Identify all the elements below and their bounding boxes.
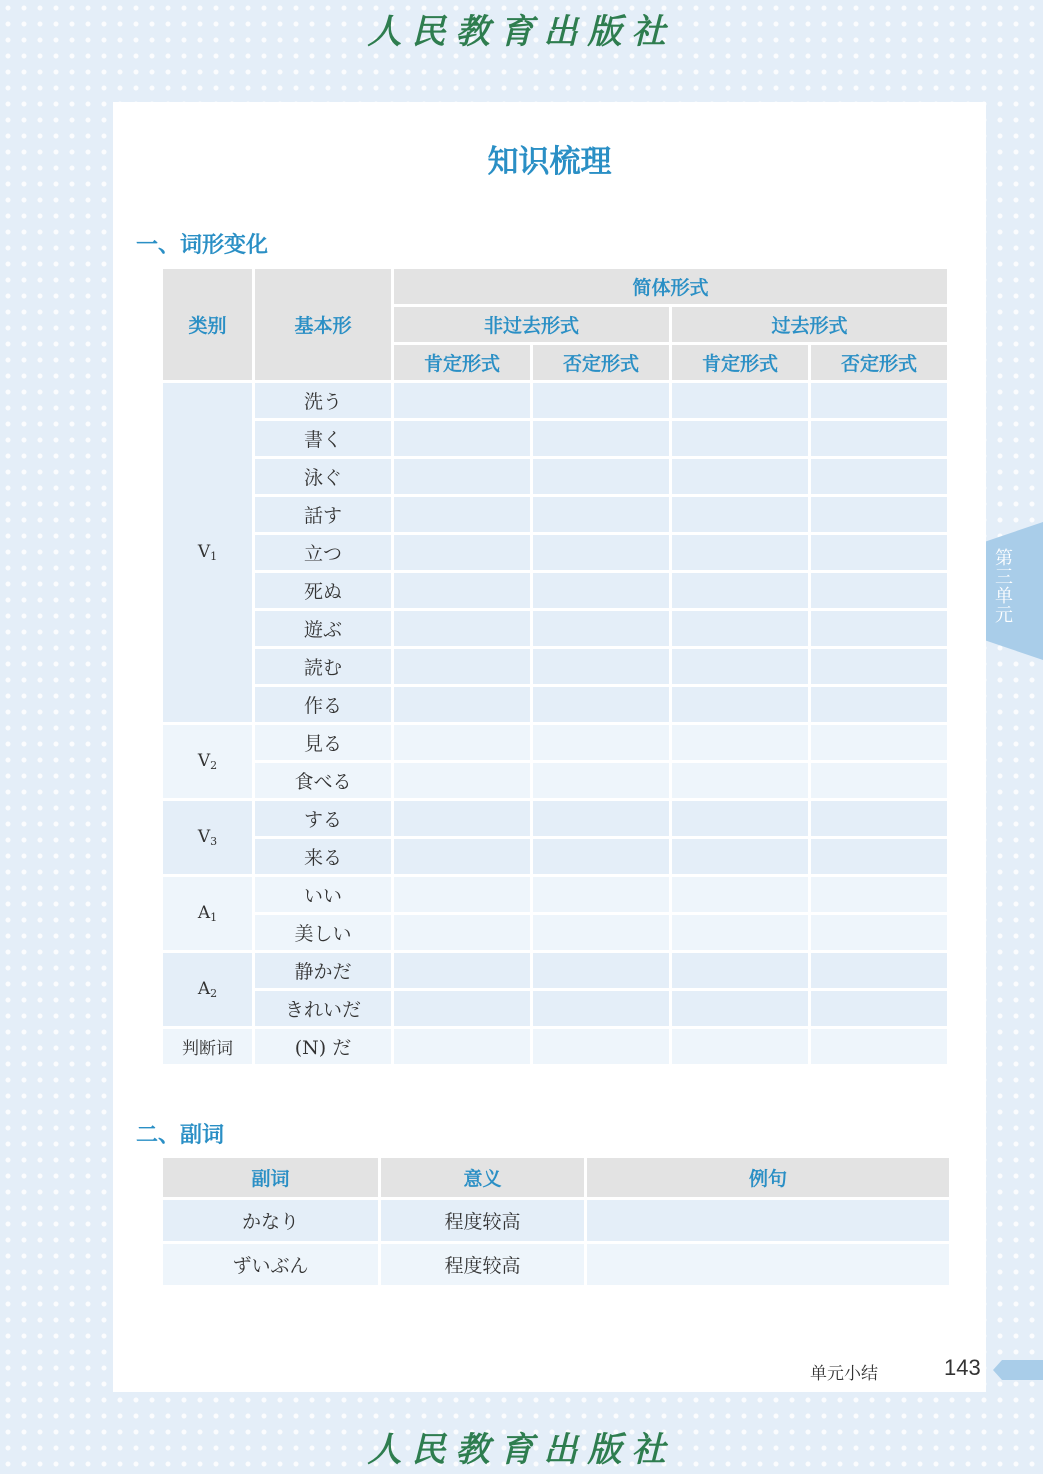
blank-past-affirmative-cell[interactable] <box>672 839 808 874</box>
blank-past-affirmative-cell[interactable] <box>672 383 808 418</box>
table-row <box>163 611 947 646</box>
base-form-cell: 死ぬ <box>255 573 391 608</box>
blank-past-negative-cell[interactable] <box>811 383 947 418</box>
blank-nonpast-affirmative-cell[interactable] <box>394 573 530 608</box>
header-base-form: 基本形 <box>255 269 391 380</box>
header-past-affirmative: 肯定形式 <box>672 345 808 380</box>
base-form-cell: 見る <box>255 725 391 760</box>
blank-nonpast-negative-cell[interactable] <box>533 877 669 912</box>
blank-past-affirmative-cell[interactable] <box>672 953 808 988</box>
table-row <box>163 725 947 760</box>
blank-past-negative-cell[interactable] <box>811 421 947 456</box>
blank-past-affirmative-cell[interactable] <box>672 573 808 608</box>
category-cell <box>163 383 252 722</box>
blank-past-affirmative-cell[interactable] <box>672 763 808 798</box>
page-sheet <box>113 102 986 1392</box>
header-example: 例句 <box>587 1158 949 1197</box>
blank-past-negative-cell[interactable] <box>811 459 947 494</box>
category-cell <box>163 1029 252 1064</box>
table-row <box>163 915 947 950</box>
conjugation-table-body <box>163 383 947 1064</box>
publisher-logo-top: 人民教育出版社 <box>367 12 676 52</box>
header-adverb: 副词 <box>163 1158 378 1197</box>
base-form-cell: 美しい <box>255 915 391 950</box>
blank-nonpast-negative-cell[interactable] <box>533 1029 669 1064</box>
header-meaning: 意义 <box>381 1158 584 1197</box>
blank-past-negative-cell[interactable] <box>811 611 947 646</box>
table-row <box>163 991 947 1026</box>
category-label: V <box>197 751 211 771</box>
blank-past-affirmative-cell[interactable] <box>672 877 808 912</box>
category-label: A <box>197 979 211 999</box>
base-form-cell: いい <box>255 877 391 912</box>
blank-nonpast-negative-cell[interactable] <box>533 915 669 950</box>
page-number: 143 <box>944 1355 981 1380</box>
table-row <box>163 1244 949 1285</box>
blank-past-negative-cell[interactable] <box>811 801 947 836</box>
blank-nonpast-negative-cell[interactable] <box>533 953 669 988</box>
blank-nonpast-affirmative-cell[interactable] <box>394 649 530 684</box>
blank-nonpast-affirmative-cell[interactable] <box>394 877 530 912</box>
blank-nonpast-negative-cell[interactable] <box>533 725 669 760</box>
table-row <box>163 877 947 912</box>
footer-label: 单元小结 <box>810 1364 878 1384</box>
blank-nonpast-negative-cell[interactable] <box>533 497 669 532</box>
adverb-table-body <box>163 1200 949 1285</box>
category-label: V <box>197 827 211 847</box>
base-form-cell: 遊ぶ <box>255 611 391 646</box>
category-label: A <box>197 903 211 923</box>
blank-past-negative-cell[interactable] <box>811 687 947 722</box>
blank-past-affirmative-cell[interactable] <box>672 801 808 836</box>
base-form-cell: 立つ <box>255 535 391 570</box>
blank-past-affirmative-cell[interactable] <box>672 497 808 532</box>
blank-nonpast-negative-cell[interactable] <box>533 573 669 608</box>
base-form-cell: 書く <box>255 421 391 456</box>
adverb-table <box>160 1155 952 1288</box>
blank-past-affirmative-cell[interactable] <box>672 915 808 950</box>
base-form-cell: 泳ぐ <box>255 459 391 494</box>
blank-past-negative-cell[interactable] <box>811 991 947 1026</box>
blank-nonpast-negative-cell[interactable] <box>533 459 669 494</box>
category-subscript: 1 <box>210 911 218 924</box>
blank-nonpast-negative-cell[interactable] <box>533 383 669 418</box>
blank-past-negative-cell[interactable] <box>811 649 947 684</box>
page-arrow-icon <box>993 1360 1043 1380</box>
header-plain-form: 简体形式 <box>394 269 947 304</box>
blank-nonpast-negative-cell[interactable] <box>533 535 669 570</box>
blank-past-affirmative-cell[interactable] <box>672 649 808 684</box>
blank-past-negative-cell[interactable] <box>811 877 947 912</box>
blank-past-negative-cell[interactable] <box>811 573 947 608</box>
section-heading-adverbs: 二、副词 <box>136 1123 225 1148</box>
base-form-cell: 話す <box>255 497 391 532</box>
table-row <box>163 687 947 722</box>
base-form-cell: 食べる <box>255 763 391 798</box>
blank-nonpast-affirmative-cell[interactable] <box>394 839 530 874</box>
adverb-cell: ずいぶん <box>163 1244 378 1285</box>
blank-past-affirmative-cell[interactable] <box>672 611 808 646</box>
header-past-form: 过去形式 <box>672 307 947 342</box>
header-category: 类别 <box>163 269 252 380</box>
table-row <box>163 801 947 836</box>
blank-nonpast-affirmative-cell[interactable] <box>394 915 530 950</box>
blank-past-negative-cell[interactable] <box>811 953 947 988</box>
blank-nonpast-negative-cell[interactable] <box>533 991 669 1026</box>
blank-past-negative-cell[interactable] <box>811 763 947 798</box>
category-cell <box>163 725 252 798</box>
blank-past-negative-cell[interactable] <box>811 839 947 874</box>
base-form-cell: 作る <box>255 687 391 722</box>
category-subscript: 2 <box>210 987 218 1000</box>
base-form-cell: 読む <box>255 649 391 684</box>
table-row <box>163 953 947 988</box>
category-cell <box>163 801 252 874</box>
meaning-cell: 程度较高 <box>381 1244 584 1285</box>
blank-past-negative-cell[interactable] <box>811 725 947 760</box>
section-heading-conjugation: 一、词形变化 <box>136 233 269 258</box>
category-cell <box>163 953 252 1026</box>
blank-past-affirmative-cell[interactable] <box>672 1029 808 1064</box>
blank-past-affirmative-cell[interactable] <box>672 687 808 722</box>
base-form-cell: 洗う <box>255 383 391 418</box>
blank-past-negative-cell[interactable] <box>811 915 947 950</box>
category-subscript: 2 <box>210 759 218 772</box>
base-form-cell: 来る <box>255 839 391 874</box>
blank-nonpast-negative-cell[interactable] <box>533 649 669 684</box>
page-title: 知识梳理 <box>487 144 612 180</box>
header-nonpast-form: 非过去形式 <box>394 307 669 342</box>
table-row <box>163 421 947 456</box>
table-row <box>163 649 947 684</box>
blank-nonpast-affirmative-cell[interactable] <box>394 991 530 1026</box>
blank-past-negative-cell[interactable] <box>811 535 947 570</box>
category-label: 判断词 <box>182 1039 233 1059</box>
blank-nonpast-negative-cell[interactable] <box>533 421 669 456</box>
blank-past-affirmative-cell[interactable] <box>672 421 808 456</box>
table-row <box>163 535 947 570</box>
table-row <box>163 1029 947 1064</box>
blank-nonpast-affirmative-cell[interactable] <box>394 763 530 798</box>
table-row <box>163 497 947 532</box>
table-row <box>163 763 947 798</box>
blank-example-cell[interactable] <box>587 1200 949 1241</box>
base-form-cell: する <box>255 801 391 836</box>
blank-nonpast-affirmative-cell[interactable] <box>394 459 530 494</box>
blank-nonpast-negative-cell[interactable] <box>533 611 669 646</box>
base-form-cell: 静かだ <box>255 953 391 988</box>
table-row <box>163 459 947 494</box>
table-row <box>163 383 947 418</box>
blank-nonpast-affirmative-cell[interactable] <box>394 611 530 646</box>
blank-nonpast-negative-cell[interactable] <box>533 763 669 798</box>
blank-nonpast-affirmative-cell[interactable] <box>394 421 530 456</box>
table-row <box>163 573 947 608</box>
base-form-cell: (N) だ <box>255 1029 391 1064</box>
blank-nonpast-affirmative-cell[interactable] <box>394 497 530 532</box>
blank-past-negative-cell[interactable] <box>811 497 947 532</box>
category-subscript: 3 <box>210 835 218 848</box>
adverb-cell: かなり <box>163 1200 378 1241</box>
blank-nonpast-affirmative-cell[interactable] <box>394 1029 530 1064</box>
blank-nonpast-negative-cell[interactable] <box>533 687 669 722</box>
blank-past-affirmative-cell[interactable] <box>672 459 808 494</box>
blank-example-cell[interactable] <box>587 1244 949 1285</box>
blank-nonpast-affirmative-cell[interactable] <box>394 953 530 988</box>
table-row <box>163 839 947 874</box>
blank-nonpast-negative-cell[interactable] <box>533 839 669 874</box>
blank-past-affirmative-cell[interactable] <box>672 991 808 1026</box>
header-nonpast-affirmative: 肯定形式 <box>394 345 530 380</box>
blank-past-negative-cell[interactable] <box>811 1029 947 1064</box>
blank-past-affirmative-cell[interactable] <box>672 725 808 760</box>
blank-nonpast-negative-cell[interactable] <box>533 801 669 836</box>
blank-nonpast-affirmative-cell[interactable] <box>394 801 530 836</box>
blank-nonpast-affirmative-cell[interactable] <box>394 687 530 722</box>
unit-side-tab-label: 第三单元 <box>992 548 1013 624</box>
category-label: V <box>197 542 211 562</box>
blank-nonpast-affirmative-cell[interactable] <box>394 383 530 418</box>
publisher-logo-bottom: 人民教育出版社 <box>367 1430 676 1470</box>
blank-nonpast-affirmative-cell[interactable] <box>394 535 530 570</box>
meaning-cell: 程度较高 <box>381 1200 584 1241</box>
conjugation-table <box>160 266 950 1067</box>
header-nonpast-negative: 否定形式 <box>533 345 669 380</box>
header-past-negative: 否定形式 <box>811 345 947 380</box>
base-form-cell: きれいだ <box>255 991 391 1026</box>
category-cell <box>163 877 252 950</box>
blank-past-affirmative-cell[interactable] <box>672 535 808 570</box>
table-row <box>163 1200 949 1241</box>
category-subscript: 1 <box>210 550 218 563</box>
blank-nonpast-affirmative-cell[interactable] <box>394 725 530 760</box>
